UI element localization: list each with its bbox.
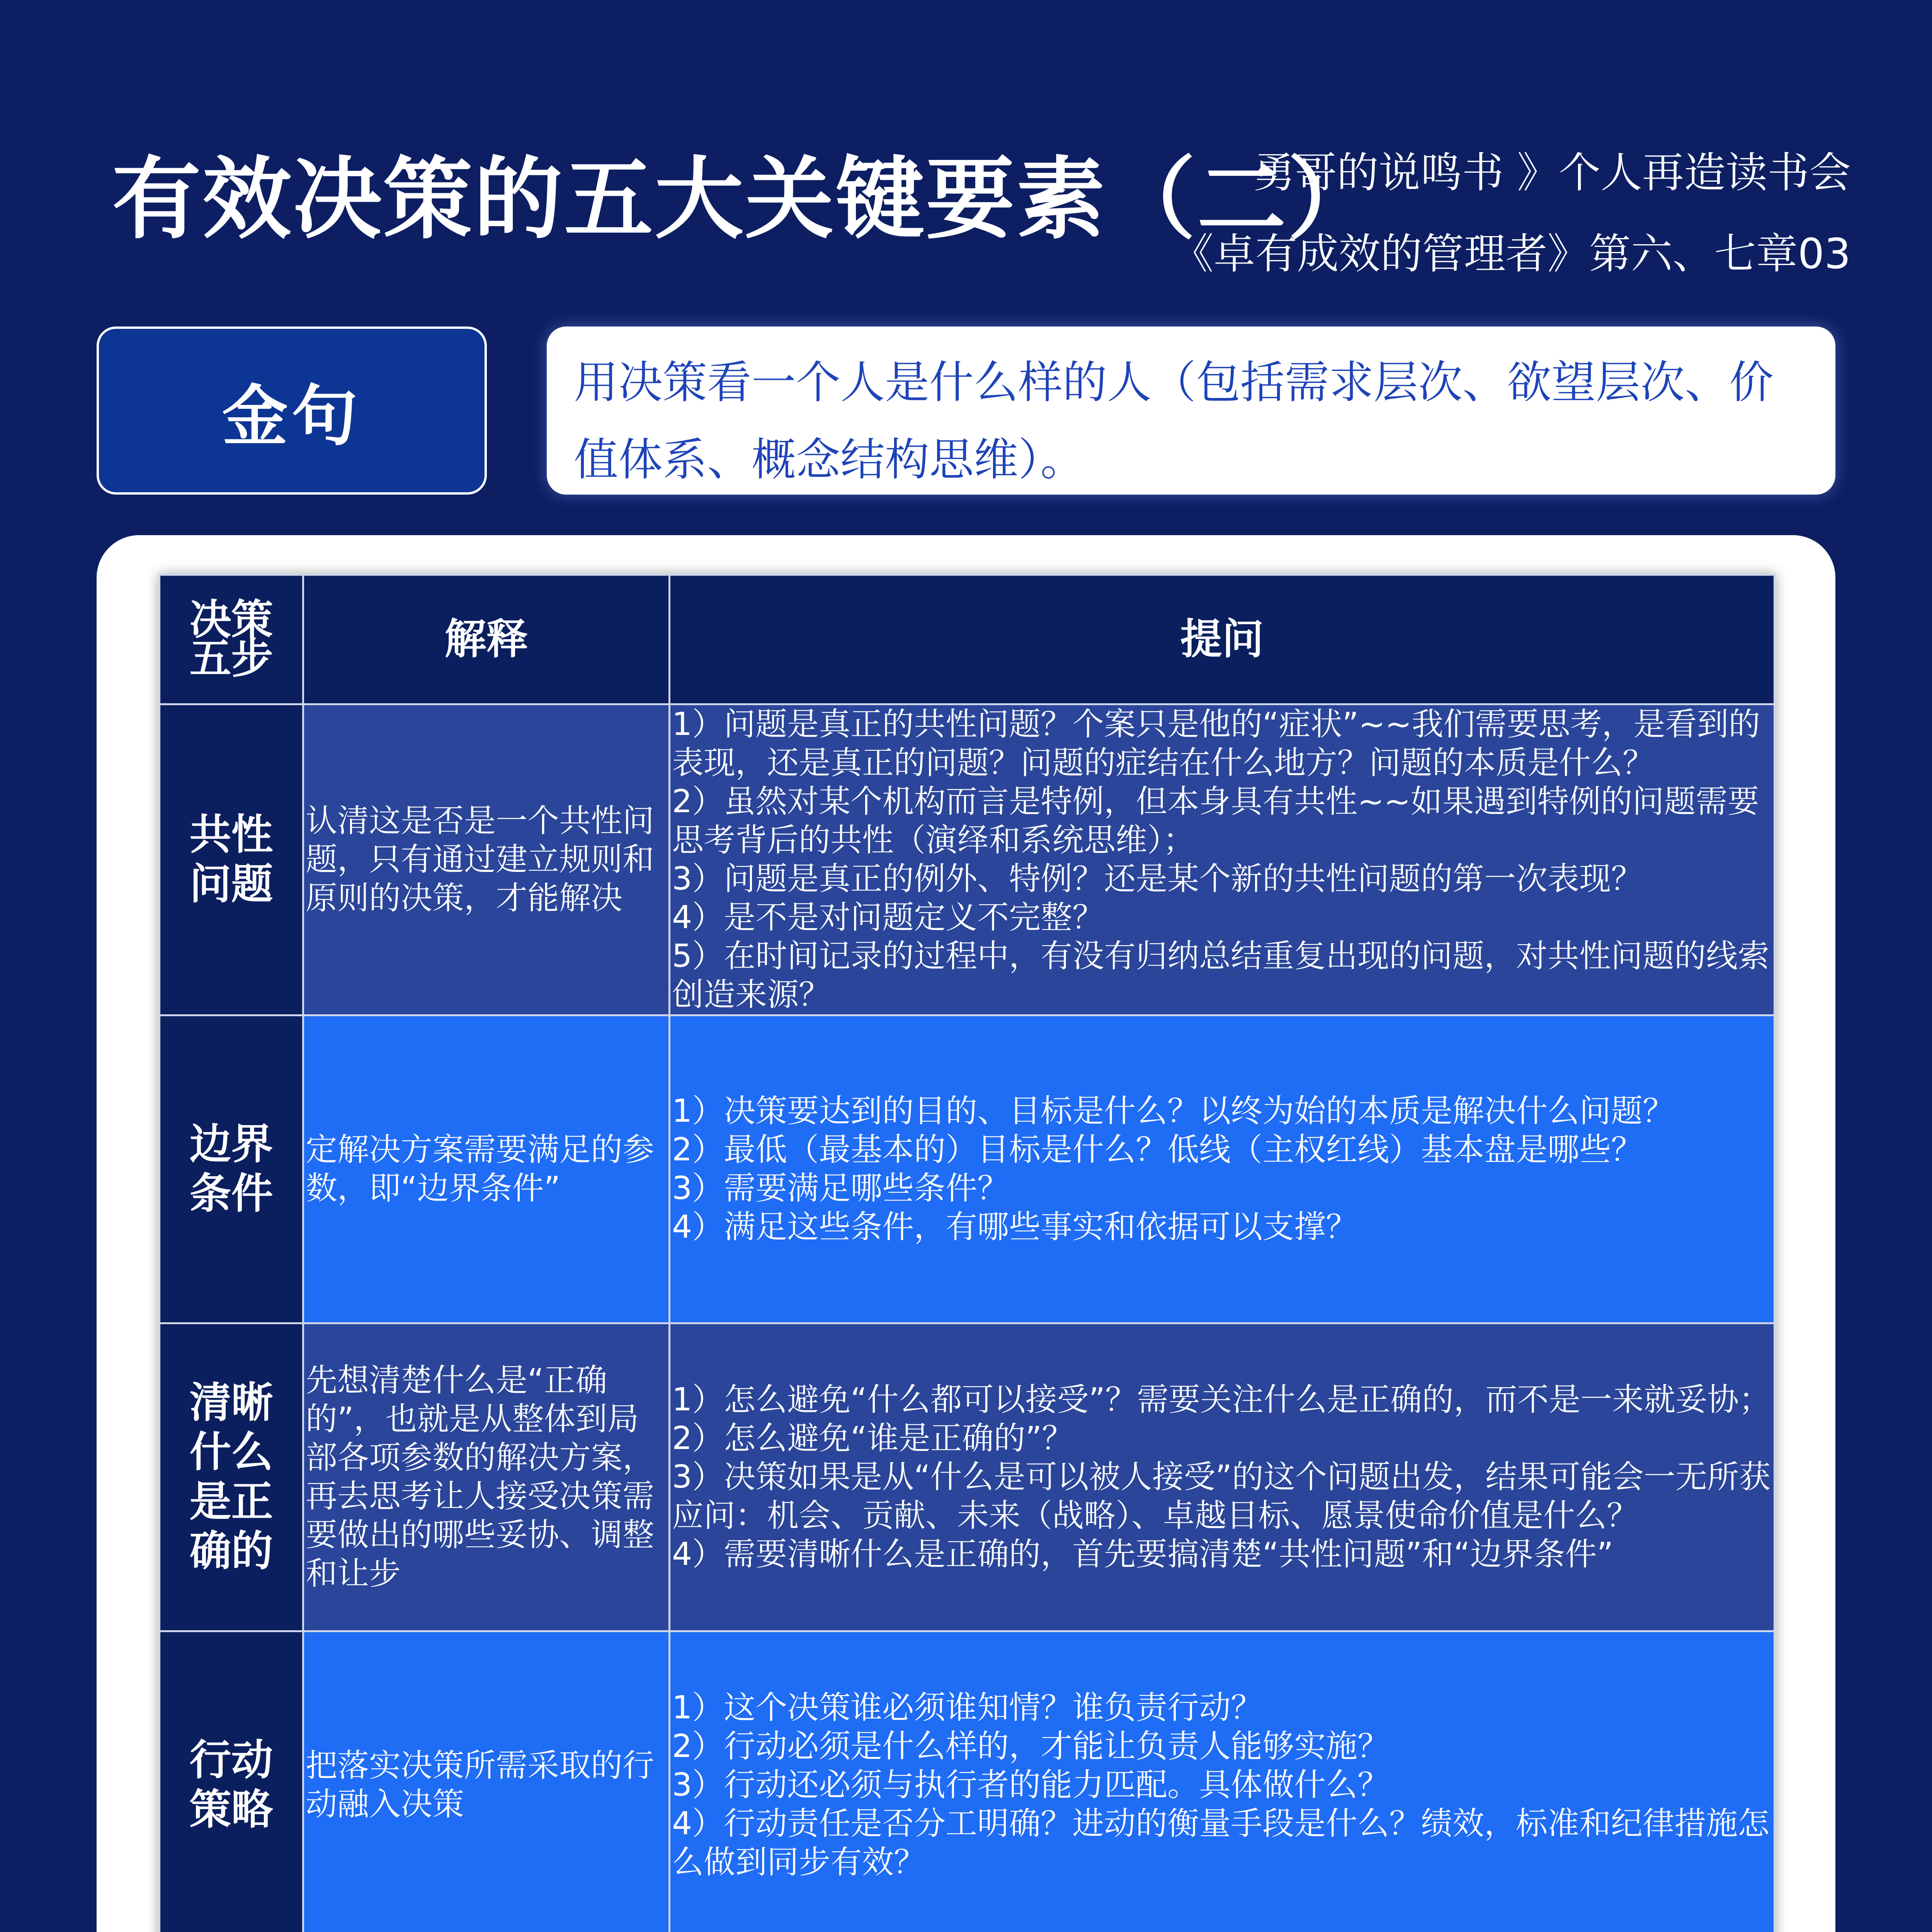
- question-item: 3）决策如果是从“什么是可以被人接受”的这个问题出发，结果可能会一无所获应问：机会、贡献、未来（战略）、卓越目标、愿景使命价值是什么？: [672, 1459, 1771, 1534]
- quote-label: 金句: [97, 327, 487, 495]
- quote-text: 用决策看一个人是什么样的人（包括需求层次、欲望层次、价值体系、概念结构思维）。: [547, 327, 1835, 495]
- book-subtitle: 《卓有成效的管理者》第六、七章03: [1172, 230, 1851, 278]
- header-questions: 提问: [670, 575, 1775, 704]
- question-item: 1）问题是真正的共性问题？个案只是他的“症状”~~我们需要思考，是看到的表现，还是真正的问题？问题的症结在什么地方？问题的本质是什么？: [672, 706, 1760, 781]
- header-steps: 决策五步: [160, 575, 303, 704]
- question-item: 4）行动责任是否分工明确？进动的衡量手段是什么？绩效，标准和纪律措施怎么做到同步有效？: [672, 1805, 1770, 1881]
- question-item: 4）是不是对问题定义不完整？: [672, 899, 1104, 936]
- question-item: 3）需要满足哪些条件？: [672, 1170, 1009, 1207]
- explain-cell: 把落实决策所需采取的行动融入决策: [303, 1631, 670, 1932]
- step-cell: 共性问题: [160, 704, 303, 1015]
- question-item: 3）行动还必须与执行者的能力匹配。具体做什么？: [672, 1767, 1389, 1803]
- explain-cell: 先想清楚什么是“正确的”，也就是从整体到局部各项参数的解决方案，再去思考让人接受决策需要做出的哪些妥协、调整和让步: [303, 1323, 670, 1631]
- questions-cell: [670, 1015, 1775, 1323]
- table-row: [160, 1015, 1775, 1323]
- questions-cell: [670, 704, 1775, 1015]
- series-subtitle: 勇哥的说鸣书 》个人再造读书会: [1253, 149, 1851, 197]
- question-item: 2）行动必须是什么样的，才能让负责人能够实施？: [672, 1728, 1389, 1765]
- question-item: 5）在时间记录的过程中，有没有归纳总结重复出现的问题，对共性问题的线索创造来源？: [672, 938, 1770, 1013]
- explain-cell: 认清这是否是一个共性问题，只有通过建立规则和原则的决策，才能解决: [303, 704, 670, 1015]
- step-cell: 行动策略: [160, 1631, 303, 1932]
- step-cell: 清晰什么是正确的: [160, 1323, 303, 1631]
- page-title: 有效决策的五大关键要素（二）: [112, 148, 1378, 251]
- step-cell: 边界条件: [160, 1015, 303, 1323]
- question-item: 2）虽然对某个机构而言是特例，但本身具有共性~~如果遇到特例的问题需要思考背后的共性（演绎和系统思维）；: [672, 783, 1759, 859]
- decision-table: [158, 574, 1776, 1932]
- question-item: 3）问题是真正的例外、特例？还是某个新的共性问题的第一次表现？: [672, 861, 1643, 897]
- question-item: 1）决策要达到的目的、目标是什么？以终为始的本质是解决什么问题？: [672, 1093, 1675, 1129]
- table-row: [160, 1323, 1775, 1631]
- questions-cell: [670, 1323, 1775, 1631]
- explain-cell: 定解决方案需要满足的参数，即“边界条件”: [303, 1015, 670, 1323]
- question-item: 4）需要清晰什么是正确的，首先要搞清楚“共性问题”和“边界条件”: [672, 1536, 1614, 1573]
- question-item: 1）怎么避免“什么都可以接受”？需要关注什么是正确的，而不是一来就妥协；: [672, 1381, 1771, 1418]
- questions-cell: [670, 1631, 1775, 1932]
- table-row: [160, 704, 1775, 1015]
- question-item: 2）最低（最基本的）目标是什么？低线（主权红线）基本盘是哪些？: [672, 1131, 1643, 1168]
- header-explain: 解释: [303, 575, 670, 704]
- table-row: [160, 1631, 1775, 1932]
- question-item: 1）这个决策谁必须谁知情？谁负责行动？: [672, 1689, 1263, 1726]
- table-header-row: [160, 575, 1775, 704]
- question-item: 2）怎么避免“谁是正确的”？: [672, 1420, 1074, 1457]
- question-item: 4）满足这些条件，有哪些事实和依据可以支撑？: [672, 1209, 1358, 1245]
